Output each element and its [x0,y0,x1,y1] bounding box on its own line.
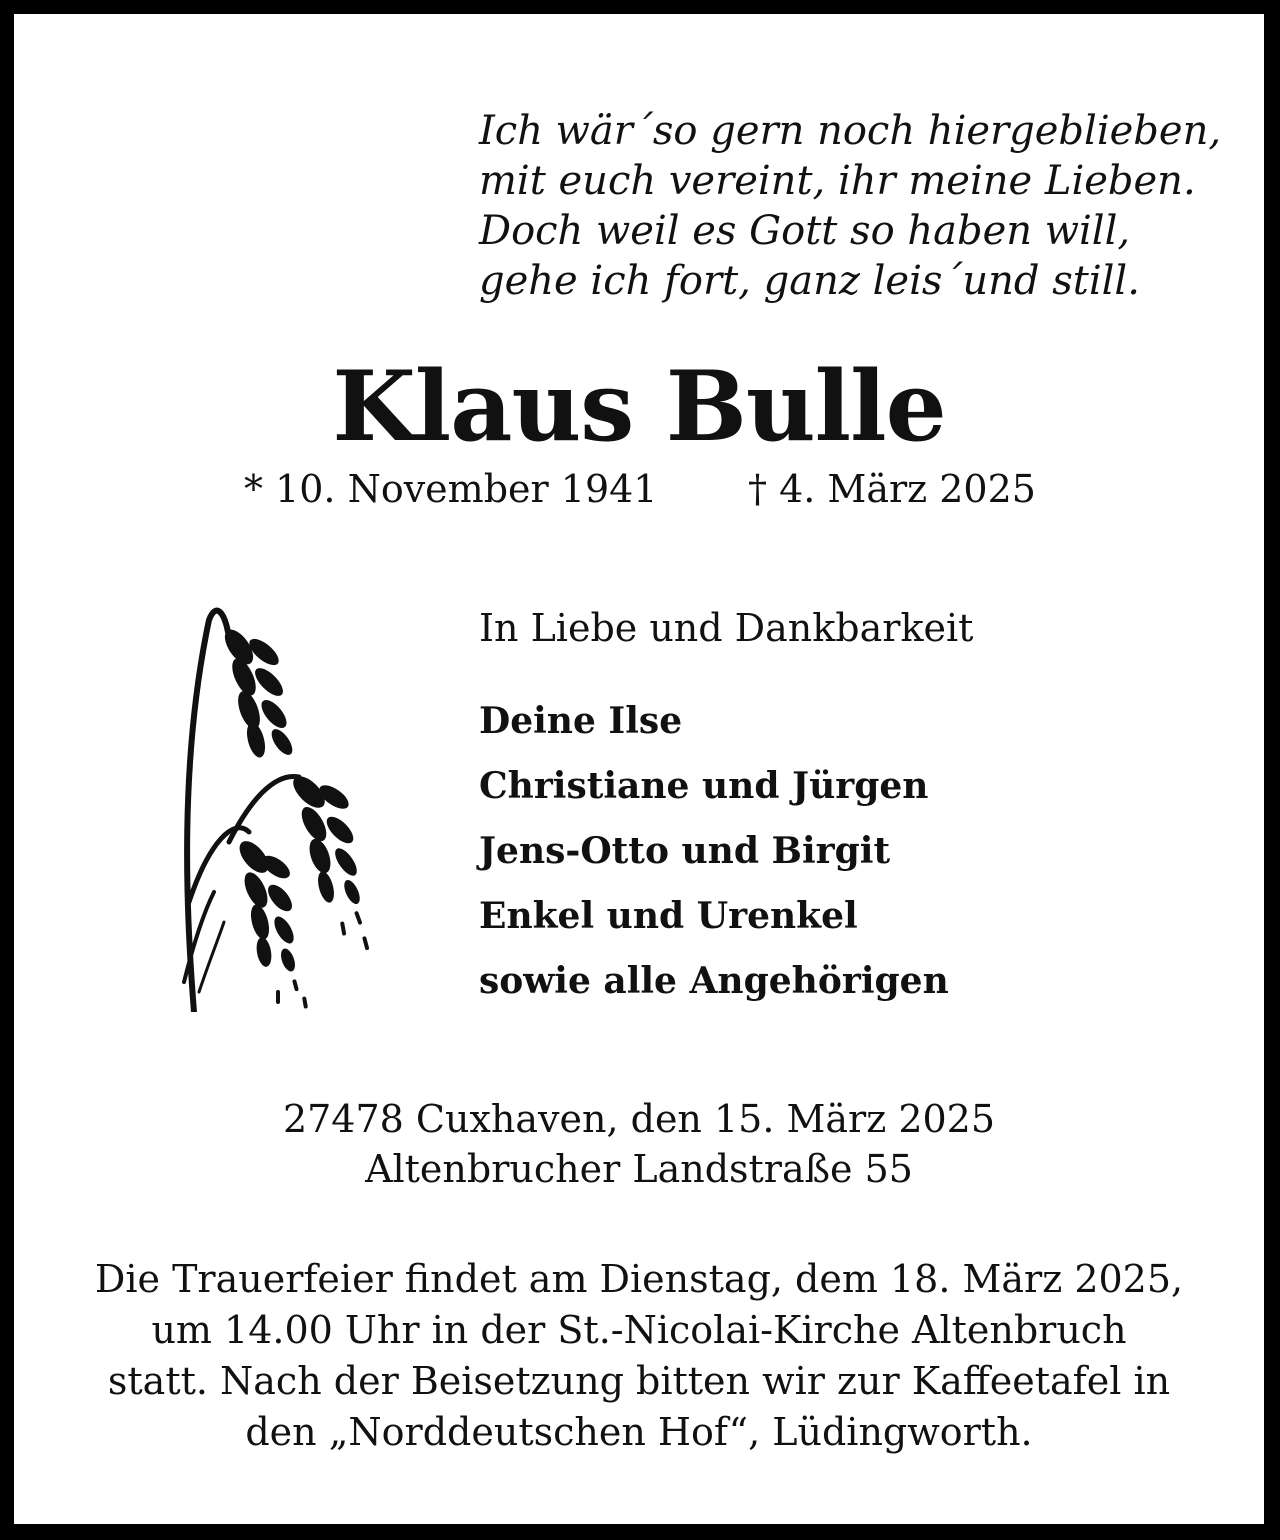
mourner-name: Christiane und Jürgen [479,765,929,807]
memorial-poem [479,106,1221,306]
mourners-intro: In Liebe und Dankbarkeit [479,606,974,650]
place-and-date: 27478 Cuxhaven, den 15. März 2025 [282,1097,996,1141]
address-block [14,1094,1264,1194]
deceased-name: Klaus Bulle [332,350,946,463]
service-line: Die Trauerfeier findet am Dienstag, dem 18. März 2025, [94,1257,1184,1301]
mourners-list [479,689,949,1014]
death-date: † 4. März 2025 [748,467,1036,511]
mourner-name: sowie alle Angehörigen [479,960,949,1002]
obituary-notice [14,14,1264,1524]
funeral-service-info [14,1254,1264,1458]
poem-line: gehe ich fort, ganz leis´und still. [479,258,1140,304]
wheat-ears-icon [164,592,394,1012]
mourner-name: Jens-Otto und Birgit [479,830,891,872]
mourner-name: Enkel und Urenkel [479,895,858,937]
birth-date: * 10. November 1941 [244,467,658,511]
mourner-name: Deine Ilse [479,700,683,742]
service-line: den „Norddeutschen Hof“, Lüdingworth. [245,1410,1033,1454]
poem-line: Ich wär´so gern noch hiergeblieben, [479,108,1222,154]
street-address: Altenbrucher Landstraße 55 [365,1147,913,1191]
poem-line: mit euch vereint, ihr meine Lieben. [479,158,1196,204]
poem-line: Doch weil es Gott so haben will, [479,208,1131,254]
service-line: statt. Nach der Beisetzung bitten wir zur Kaffeetafel in [107,1359,1171,1403]
service-line: um 14.00 Uhr in der St.-Nicolai-Kirche Altenbruch [151,1308,1127,1352]
